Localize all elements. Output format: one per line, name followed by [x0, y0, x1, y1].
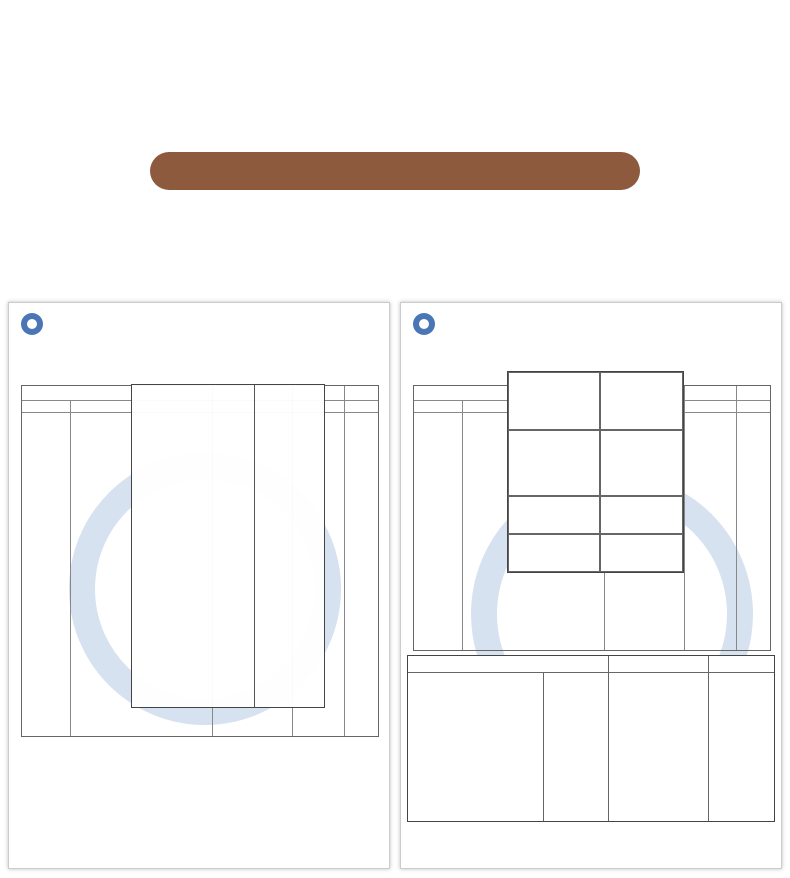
summary-header-row [408, 656, 774, 673]
overlay-cell [600, 430, 683, 496]
test-report-left [8, 302, 390, 869]
summary-header [708, 656, 774, 672]
overlay-cell [508, 534, 600, 572]
overlay-verdict [254, 385, 324, 707]
overlay-cell [600, 496, 683, 534]
report-header [21, 313, 379, 383]
result-overlay [507, 371, 684, 573]
ccic-logo-icon [21, 313, 43, 335]
overlay-cell [600, 372, 683, 430]
overlay-cell [600, 534, 683, 572]
summary-table [407, 655, 775, 822]
ccic-logo-icon [413, 313, 435, 335]
result-overlay [131, 384, 325, 708]
overlay-cell [508, 496, 600, 534]
summary-header [408, 656, 608, 672]
overlay-cell [508, 430, 600, 496]
summary-header [608, 656, 708, 672]
overlay-cell [508, 372, 600, 430]
certification-banner [150, 152, 640, 190]
test-report-right [400, 302, 782, 869]
